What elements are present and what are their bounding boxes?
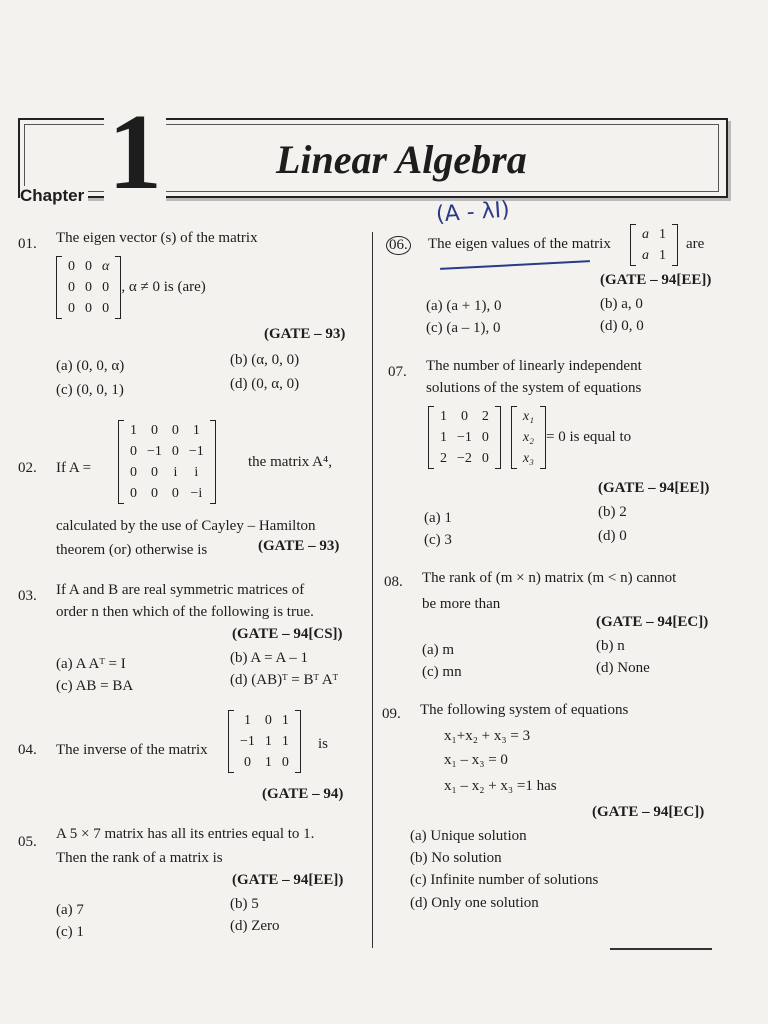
matrix-cell: i bbox=[194, 465, 199, 480]
q05-option-a: (a) 7 bbox=[56, 902, 84, 918]
matrix-cell: 0 bbox=[281, 755, 289, 770]
matrix-cell: 0 bbox=[130, 465, 137, 480]
matrix-cell: 0 bbox=[264, 713, 272, 728]
chapter-label: Chapter bbox=[20, 186, 88, 206]
q03-text2: order n then which of the following is true. bbox=[56, 604, 314, 620]
q08-text1: The rank of (m × n) matrix (m < n) cannot bbox=[422, 570, 677, 586]
matrix-cell: 2 bbox=[440, 451, 447, 466]
q03-option-c: (c) AB = BA bbox=[56, 678, 134, 694]
q06-option-b: (b) a, 0 bbox=[600, 296, 643, 312]
matrix-cell: −2 bbox=[457, 451, 472, 466]
matrix-cell: 0 bbox=[68, 301, 75, 316]
q08-option-c: (c) mn bbox=[422, 664, 462, 680]
matrix-cell: 0 bbox=[102, 301, 110, 316]
q01-gate: (GATE – 93) bbox=[264, 326, 346, 342]
matrix-cell: a bbox=[642, 227, 649, 242]
q04-number: 04. bbox=[18, 742, 37, 758]
matrix-cell: −i bbox=[190, 486, 203, 501]
q04-gate: (GATE – 94) bbox=[262, 786, 344, 802]
q07-text1: The number of linearly independent bbox=[426, 358, 642, 374]
matrix-cell: 1 bbox=[440, 430, 447, 445]
q07-number: 07. bbox=[388, 364, 407, 380]
q04-matrix-block bbox=[228, 710, 301, 773]
matrix-cell: 1 bbox=[659, 248, 666, 263]
q06-option-a: (a) (a + 1), 0 bbox=[426, 298, 502, 314]
q01-option-a: (a) (0, 0, α) bbox=[56, 358, 125, 374]
matrix-cell: 1 bbox=[264, 755, 272, 770]
q01-matrix-block bbox=[56, 256, 206, 319]
q07-vector bbox=[511, 406, 546, 469]
q04-is: is bbox=[318, 736, 329, 752]
q09-option-d: (d) Only one solution bbox=[410, 895, 539, 911]
q06-matrix bbox=[630, 224, 678, 266]
q06-gate: (GATE – 94[EE]) bbox=[600, 272, 712, 288]
matrix-cell: 0 bbox=[171, 486, 179, 501]
matrix-cell: 1 bbox=[281, 734, 289, 749]
q06-are: are bbox=[686, 236, 705, 252]
vector-cell: x₃ bbox=[522, 451, 534, 466]
q02-number: 02. bbox=[18, 460, 37, 476]
q08-text2: be more than bbox=[422, 596, 501, 612]
matrix-cell: 0 bbox=[85, 301, 92, 316]
q08-option-d: (d) None bbox=[596, 660, 650, 676]
q01-matrix bbox=[56, 256, 121, 319]
matrix-cell: 0 bbox=[102, 280, 110, 295]
matrix-cell: 0 bbox=[150, 423, 158, 438]
q09-option-a: (a) Unique solution bbox=[410, 828, 527, 844]
q09-number: 09. bbox=[382, 706, 401, 722]
q06-number bbox=[386, 236, 411, 255]
handwritten-note: (A - λI) bbox=[435, 197, 511, 228]
q04-text: The inverse of the matrix bbox=[56, 742, 208, 758]
q09-text1: The following system of equations bbox=[420, 702, 629, 718]
matrix-cell: −1 bbox=[457, 430, 472, 445]
matrix-cell: −1 bbox=[147, 444, 162, 459]
matrix-cell: 0 bbox=[460, 409, 468, 424]
q09-eq3: x₁ – x₂ + x₃ =1 has bbox=[444, 778, 557, 794]
matrix-cell: 0 bbox=[150, 486, 158, 501]
matrix-cell: −1 bbox=[240, 734, 255, 749]
q08-gate: (GATE – 94[EC]) bbox=[596, 614, 709, 630]
matrix-cell: 0 bbox=[68, 280, 75, 295]
q02-rhs: the matrix A⁴, bbox=[248, 454, 332, 470]
q07-option-d: (d) 0 bbox=[598, 528, 627, 544]
handwritten-underline bbox=[440, 260, 590, 270]
q04-matrix bbox=[228, 710, 301, 773]
footer-rule bbox=[610, 948, 712, 950]
q07-option-c: (c) 3 bbox=[424, 532, 452, 548]
matrix-cell: i bbox=[173, 465, 178, 480]
matrix-cell: 0 bbox=[130, 444, 137, 459]
q07-text2: solutions of the system of equations bbox=[426, 380, 642, 396]
matrix-cell: −1 bbox=[188, 444, 204, 459]
q01-option-b: (b) (α, 0, 0) bbox=[230, 352, 300, 368]
matrix-cell: 1 bbox=[243, 713, 251, 728]
q05-number: 05. bbox=[18, 834, 37, 850]
q02-text3: theorem (or) otherwise is bbox=[56, 542, 208, 558]
matrix-cell: 1 bbox=[130, 423, 137, 438]
q03-number: 03. bbox=[18, 588, 37, 604]
q02-matrix bbox=[118, 420, 216, 504]
matrix-cell: 0 bbox=[68, 259, 75, 274]
q07-rhs: = 0 is equal to bbox=[546, 429, 632, 446]
q01-number: 01. bbox=[18, 236, 37, 252]
q08-number: 08. bbox=[384, 574, 403, 590]
q05-gate: (GATE – 94[EE]) bbox=[232, 872, 344, 888]
q06-option-d: (d) 0, 0 bbox=[600, 318, 644, 334]
matrix-cell: 0 bbox=[85, 280, 92, 295]
matrix-cell: 2 bbox=[481, 409, 489, 424]
q01-text: The eigen vector (s) of the matrix bbox=[56, 230, 258, 246]
q09-option-b: (b) No solution bbox=[410, 850, 502, 866]
q08-option-a: (a) m bbox=[422, 642, 455, 658]
q05-option-b: (b) 5 bbox=[230, 896, 259, 912]
q07-option-b: (b) 2 bbox=[598, 504, 627, 520]
q05-text2: Then the rank of a matrix is bbox=[56, 850, 223, 866]
q07-equation-block bbox=[428, 406, 631, 469]
matrix-cell: 1 bbox=[264, 734, 272, 749]
vector-cell: x₁ bbox=[522, 409, 534, 424]
matrix-cell: 1 bbox=[281, 713, 289, 728]
q05-option-c: (c) 1 bbox=[56, 924, 84, 940]
vector-cell: x₂ bbox=[522, 430, 534, 445]
q01-option-d: (d) (0, α, 0) bbox=[230, 376, 300, 392]
q06-option-c: (c) (a – 1), 0 bbox=[426, 320, 501, 336]
q09-option-c: (c) Infinite number of solutions bbox=[410, 872, 599, 888]
q06-matrix-block bbox=[630, 224, 678, 266]
q02-text2: calculated by the use of Cayley – Hamilton bbox=[56, 518, 316, 534]
matrix-cell: 0 bbox=[481, 430, 489, 445]
matrix-cell: 0 bbox=[150, 465, 158, 480]
q02-lhs: If A = bbox=[56, 460, 92, 476]
q02-gate: (GATE – 93) bbox=[258, 538, 340, 554]
chapter-title: Linear Algebra bbox=[276, 137, 527, 182]
matrix-cell: 0 bbox=[243, 755, 251, 770]
q09-eq1: x₁+x₂ + x₃ = 3 bbox=[444, 728, 531, 744]
q03-gate: (GATE – 94[CS]) bbox=[232, 626, 343, 642]
q03-option-b: (b) A = A – 1 bbox=[230, 650, 309, 666]
matrix-cell: 0 bbox=[481, 451, 489, 466]
q07-gate: (GATE – 94[EE]) bbox=[598, 480, 710, 496]
q09-gate: (GATE – 94[EC]) bbox=[592, 804, 705, 820]
q03-option-a: (a) A Aᵀ = I bbox=[56, 656, 126, 672]
q03-text1: If A and B are real symmetric matrices of bbox=[56, 582, 305, 598]
q01-condition: , α ≠ 0 is (are) bbox=[121, 279, 206, 296]
q02-matrix-block bbox=[118, 420, 216, 504]
chapter-number: 1 bbox=[104, 98, 166, 208]
q07-matrix bbox=[428, 406, 501, 469]
q07-option-a: (a) 1 bbox=[424, 510, 452, 526]
matrix-cell: 1 bbox=[440, 409, 447, 424]
q03-option-d: (d) (AB)ᵀ = Bᵀ Aᵀ bbox=[230, 672, 339, 688]
matrix-cell: 0 bbox=[85, 259, 92, 274]
matrix-cell: 0 bbox=[130, 486, 137, 501]
q09-eq2: x₁ – x₃ = 0 bbox=[444, 752, 508, 768]
q05-option-d: (d) Zero bbox=[230, 918, 280, 934]
matrix-cell: 1 bbox=[192, 423, 200, 438]
column-divider bbox=[372, 232, 373, 948]
matrix-cell: 0 bbox=[171, 444, 179, 459]
q06-text: The eigen values of the matrix bbox=[428, 236, 611, 252]
q01-option-c: (c) (0, 0, 1) bbox=[56, 382, 124, 398]
q08-option-b: (b) n bbox=[596, 638, 625, 654]
q06-number-circled: 06. bbox=[386, 236, 411, 255]
q05-text1: A 5 × 7 matrix has all its entries equal to 1. bbox=[56, 826, 315, 842]
matrix-cell: a bbox=[642, 248, 649, 263]
matrix-cell: 1 bbox=[659, 227, 666, 242]
matrix-cell: α bbox=[102, 259, 110, 274]
matrix-cell: 0 bbox=[171, 423, 179, 438]
